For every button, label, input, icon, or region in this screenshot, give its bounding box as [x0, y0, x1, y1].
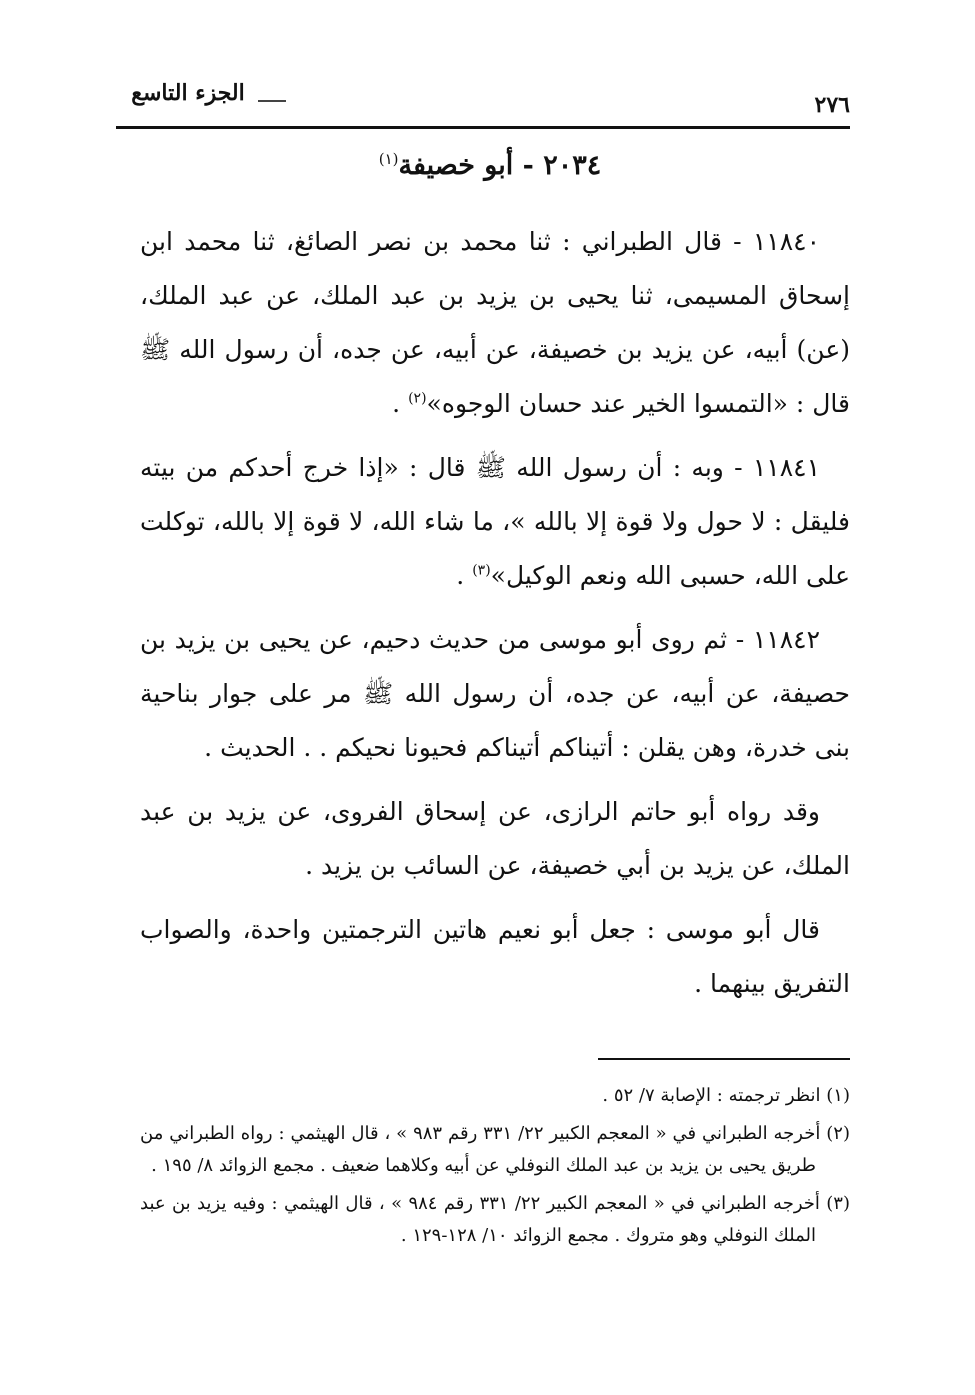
- note-ref: (٣): [472, 562, 491, 579]
- paragraph-abu-musa: [140, 903, 850, 1011]
- paragraph-abu-hatim: [140, 785, 850, 893]
- paragraph-text: وقد رواه أبو حاتم الرازى، عن إسحاق الفروى، عن يزيد بن عبد الملك، عن يزيد بن أبي خصيفة، عن السائب بن يزيد .: [140, 797, 850, 880]
- paragraph-11842: [140, 613, 850, 775]
- section-title: [300, 150, 680, 181]
- paragraph-11841: [140, 441, 850, 603]
- paragraph-text: ١١٨٤١ - وبه : أن رسول الله ﷺ قال : «إذا خرج أحدكم من بيته فليقل : لا حول ولا قوة إلا بالله »، ما شاء الله، لا قوة إلا بالله، توكلت على الله، حسبى الله ونعم الوكيل»: [140, 453, 850, 590]
- footnotes: [140, 1080, 850, 1258]
- footnote-separator: [598, 1058, 850, 1060]
- header-tick: [258, 100, 286, 102]
- paragraph-text: ١١٨٤٢ - ثم روى أبو موسى من حديث دحيم، عن يحيى بن يزيد بن حصيفة، عن أبيه، عن جده، أن رسول الله ﷺ مر على جوار بناحية بنى خدرة، وهن يقلن : أتيناكم أتيناكم فحيونا نحيكم . . الحديث .: [140, 625, 850, 762]
- paragraph-text: ١١٨٤٠ - قال الطبراني : ثنا محمد بن نصر الصائغ، ثنا محمد ابن إسحاق المسيمى، ثنا يحيى بن يزيد بن عبد الملك، عن عبد الملك، (عن) أبيه، عن يزيد بن خصيفة، عن أبيه، عن جده، أن رسول الله ﷺ قال : «التمسوا الخير عند حسان الوجوه»: [140, 227, 850, 418]
- paragraph-text: قال أبو موسى : جعل أبو نعيم هاتين الترجمتين واحدة، والصواب التفريق بينهما .: [140, 915, 850, 998]
- paragraph-tail: .: [456, 561, 473, 590]
- page-number: ٢٧٦: [814, 92, 850, 118]
- volume-label: الجزء التاسع: [131, 80, 245, 106]
- footnote-3: (٣) أخرجه الطبراني في « المعجم الكبير ٢٢/ ٣٣١ رقم ٩٨٤ » ، قال الهيثمي : وفيه يزيد بن عبد الملك النوفلي وهو متروك . مجمع الزوائد ١٠/ ١٢٨-١٢٩ .: [140, 1193, 850, 1246]
- note-ref: (٢): [408, 390, 427, 407]
- section-note-ref: (١): [378, 150, 399, 168]
- header-rule: [116, 126, 850, 129]
- paragraph-tail: .: [392, 389, 409, 418]
- paragraph-11840: [140, 215, 850, 431]
- footnote-1: (١) انظر ترجمته : الإصابة ٧/ ٥٢ .: [602, 1085, 850, 1106]
- footnote-2: (٢) أخرجه الطبراني في « المعجم الكبير ٢٢/ ٣٣١ رقم ٩٨٣ » ، قال الهيثمي : رواه الطبراني من طريق يحيى بن يزيد بن عبد الملك النوفلي عن أبيه وكلاهما ضعيف . مجمع الزوائد ٨/ ١٩٥ .: [140, 1123, 850, 1176]
- body-text: [140, 215, 850, 1021]
- section-title-text: ٢٠٣٤ - أبو خصيفة: [398, 150, 602, 181]
